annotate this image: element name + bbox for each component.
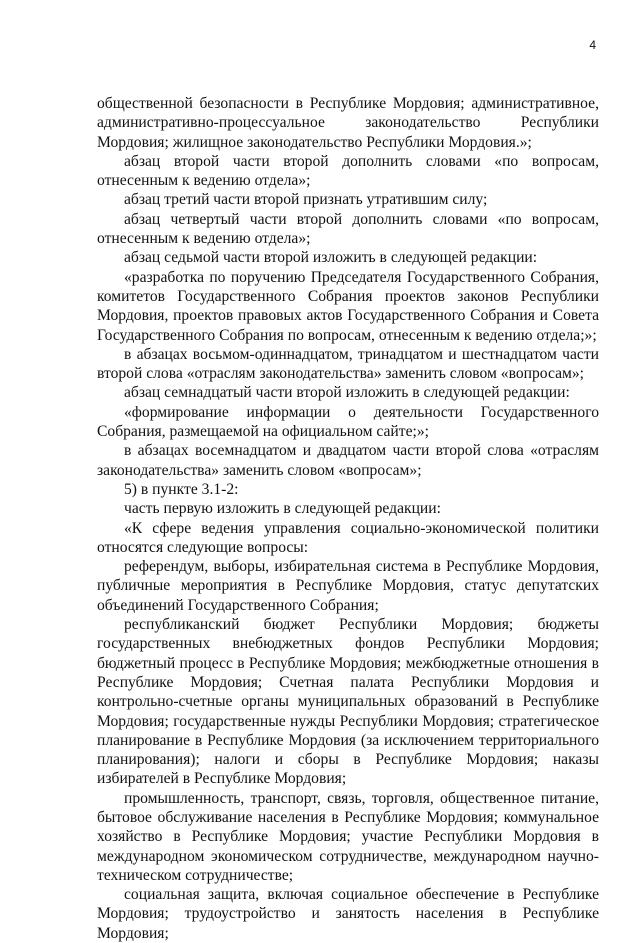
document-body [97,94,599,943]
paragraph-2: абзац второй части второй дополнить словами «по вопросам, отнесенным к ведению отдела»; [97,152,599,190]
page-number: 4 [589,38,596,52]
paragraph-12: часть первую изложить в следующей редакции: [124,500,441,518]
paragraph-4: абзац четвертый части второй дополнить словами «по вопросам, отнесенным к ведению отдела»; [97,210,599,248]
paragraph-6: «разработка по поручению Председателя Государственного Собрания, комитетов Государственного Собрания проектов законов Республики Мордовия, проектов правовых актов Государственного Собрания и Совета Государственного Собрания по вопросам, отнесенным к ведению отдела;»; [97,268,599,344]
paragraph-17: социальная защита, включая социальное обеспечение в Республике Мордовия; трудоустройство и занятость населения в Республике Мордовия; [97,886,599,942]
paragraph-10: в абзацах восемнадцатом и двадцатом части второй слова «отраслям законодательства» заменить словом «вопросам»; [97,442,599,479]
paragraph-14: референдум, выборы, избирательная система в Республике Мордовия, публичные мероприятия в Республике Мордовия, статус депутатских объединений Государственного Собрания; [97,558,599,614]
paragraph-3: абзац третий части второй признать утратившим силу; [124,191,488,209]
paragraph-1: общественной безопасности в Республике Мордовия; административное, административно-процессуальное законодательство Республики Мордовия; жилищное законодательство Республики Мордовия.»; [97,95,599,151]
paragraph-9: «формирование информации о деятельности Государственного Собрания, размещаемой на официальном сайте;»; [97,403,599,441]
paragraph-15: республиканский бюджет Республики Мордовия; бюджеты государственных внебюджетных фондов Республики Мордовия; бюджетный процесс в Республике Мордовия; межбюджетные отношения в Республике Мордовия; Счетная палата Республики Мордовия и контрольно-счетные органы муниципальных образований в Республике Мордовия; государственные нужды Республики Мордовия; стратегическое планирование в Республике Мордовия (за исключением территориального планирования); налоги и сборы в Республике Мордовия; наказы избирателей в Республике Мордовия; [97,616,599,788]
paragraph-13: «К сфере ведения управления социально-экономической политики относятся следующие вопросы: [97,519,599,556]
paragraph-5: абзац седьмой части второй изложить в следующей редакции: [124,249,538,267]
paragraph-16: промышленность, транспорт, связь, торговля, общественное питание, бытовое обслуживание населения в Республике Мордовия; коммунальное хозяйство в Республике Мордовия; участие Республики Мордовия в международном экономическом сотрудничестве, международном научно-техническом сотрудничестве; [97,789,599,884]
paragraph-11: 5) в пункте 3.1-2: [124,480,239,498]
paragraph-8: абзац семнадцатый части второй изложить в следующей редакции: [124,384,570,402]
paragraph-7: в абзацах восьмом-одиннадцатом, тринадцатом и шестнадцатом части второй слова «отраслям законодательства» заменить словом «вопросам»; [97,345,599,383]
